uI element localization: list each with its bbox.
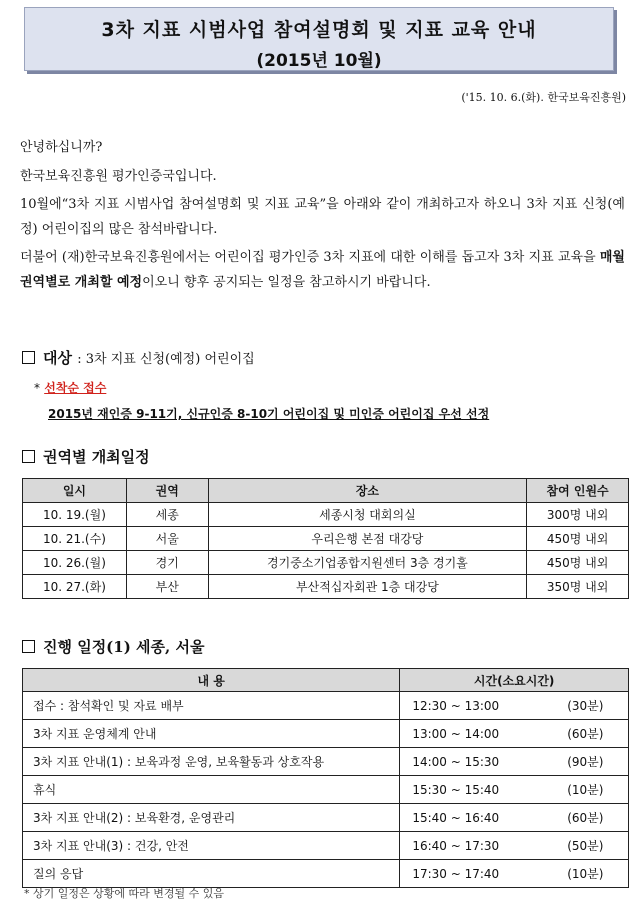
cell-duration: (60분): [543, 804, 629, 832]
priority-note: 2015년 재인증 9-11기, 신규인증 8-10기 어린이집 및 미인증 어린이집 우선 선정: [48, 407, 490, 421]
cell-attendance: 300명 내외: [527, 503, 629, 527]
header-venue: 장소: [208, 479, 526, 503]
cell-attendance: 450명 내외: [527, 527, 629, 551]
cell-duration: (50분): [543, 832, 629, 860]
program-heading: 진행 일정(1) 세종, 서울: [43, 638, 205, 656]
page-subtitle: (2015년 10월): [256, 51, 382, 71]
cell-content: 3차 지표 안내(3) : 건강, 안전: [23, 832, 400, 860]
cell-region: 경기: [126, 551, 208, 575]
greeting: 안녕하십니까?: [20, 140, 103, 155]
cell-time: 15:30 ~ 15:40: [400, 776, 543, 804]
program-section-heading: [22, 636, 204, 657]
checkbox-square-icon: [22, 351, 35, 364]
cell-duration: (60분): [543, 720, 629, 748]
cell-venue: 부산적십자회관 1층 대강당: [208, 575, 526, 599]
asterisk-mark: *: [34, 381, 40, 395]
header-time: 시간(소요시간): [400, 669, 629, 692]
intro-paragraph-2: [20, 246, 625, 295]
cell-attendance: 350명 내외: [527, 575, 629, 599]
intro-paragraph-2-b: 이오니 향후 공지되는 일정을 참고하시기 바랍니다.: [142, 274, 431, 290]
cell-region: 서울: [126, 527, 208, 551]
first-come-label: 선착순 접수: [44, 381, 107, 395]
regional-heading: 권역별 개최일정: [43, 448, 150, 466]
cell-region: 세종: [126, 503, 208, 527]
cell-content: 3차 지표 안내(1) : 보육과정 운영, 보육활동과 상호작용: [23, 748, 400, 776]
checkbox-square-icon: [22, 640, 35, 653]
cell-duration: (90분): [543, 748, 629, 776]
table-row: [23, 860, 629, 888]
cell-time: 15:40 ~ 16:40: [400, 804, 543, 832]
table-row: [23, 832, 629, 860]
header-region: 권역: [126, 479, 208, 503]
cell-venue: 경기중소기업종합지원센터 3층 경기홀: [208, 551, 526, 575]
cell-content: 3차 지표 운영체계 안내: [23, 720, 400, 748]
cell-duration: (10분): [543, 776, 629, 804]
table-row: [23, 692, 629, 720]
table-row: [23, 720, 629, 748]
table-header-row: [23, 669, 629, 692]
cell-attendance: 450명 내외: [527, 551, 629, 575]
intro-paragraph-1: 10월에“3차 지표 시범사업 참여설명회 및 지표 교육”을 아래와 같이 개최하고자 하오니 3차 지표 신청(예정) 어린이집의 많은 참석바랍니다.: [20, 197, 625, 237]
cell-duration: (30분): [543, 692, 629, 720]
table-row: [23, 503, 629, 527]
cell-content: 질의 응답: [23, 860, 400, 888]
table-row: [23, 575, 629, 599]
cell-date: 10. 21.(수): [23, 527, 127, 551]
regional-section-heading: [22, 446, 150, 467]
intro-text: [20, 136, 625, 295]
cell-venue: 세종시청 대회의실: [208, 503, 526, 527]
checkbox-square-icon: [22, 450, 35, 463]
table-row: [23, 748, 629, 776]
cell-time: 16:40 ~ 17:30: [400, 832, 543, 860]
target-heading: 대상: [43, 349, 72, 367]
footnote: * 상기 일정은 상황에 따라 변경될 수 있음: [24, 887, 224, 900]
cell-duration: (10분): [543, 860, 629, 888]
table-header-row: [23, 479, 629, 503]
header-date: 일시: [23, 479, 127, 503]
table-row: [23, 527, 629, 551]
cell-content: 휴식: [23, 776, 400, 804]
regional-schedule-table: [22, 478, 629, 599]
cell-time: 14:00 ~ 15:30: [400, 748, 543, 776]
page-title: 3차 지표 시범사업 참여설명회 및 지표 교육 안내: [101, 19, 537, 41]
target-value: : 3차 지표 신청(예정) 어린이집: [77, 352, 255, 367]
intro-paragraph-2-bold: 매월 권역별로 개최할 예정: [20, 250, 625, 290]
cell-content: 접수 : 참석확인 및 자료 배부: [23, 692, 400, 720]
title-banner: [24, 7, 614, 71]
program-schedule-table: [22, 668, 629, 888]
intro-paragraph-2-a: 더불어 (재)한국보육진흥원에서는 어린이집 평가인증 3차 지표에 대한 이해를 돕고자 3차 지표 교육을: [20, 250, 600, 265]
cell-time: 17:30 ~ 17:40: [400, 860, 543, 888]
cell-content: 3차 지표 안내(2) : 보육환경, 운영관리: [23, 804, 400, 832]
cell-time: 12:30 ~ 13:00: [400, 692, 543, 720]
org-intro: 한국보육진흥원 평가인증국입니다.: [20, 168, 217, 184]
cell-date: 10. 27.(화): [23, 575, 127, 599]
cell-venue: 우리은행 본점 대강당: [208, 527, 526, 551]
cell-time: 13:00 ~ 14:00: [400, 720, 543, 748]
target-section-heading: [22, 347, 255, 368]
cell-date: 10. 19.(월): [23, 503, 127, 527]
cell-region: 부산: [126, 575, 208, 599]
header-attendance: 참여 인원수: [527, 479, 629, 503]
header-content: 내 용: [23, 669, 400, 692]
issue-date: ('15. 10. 6.(화). 한국보육진흥원): [461, 91, 626, 104]
table-row: [23, 776, 629, 804]
table-row: [23, 551, 629, 575]
cell-date: 10. 26.(월): [23, 551, 127, 575]
first-come-note: [34, 379, 106, 396]
table-row: [23, 804, 629, 832]
